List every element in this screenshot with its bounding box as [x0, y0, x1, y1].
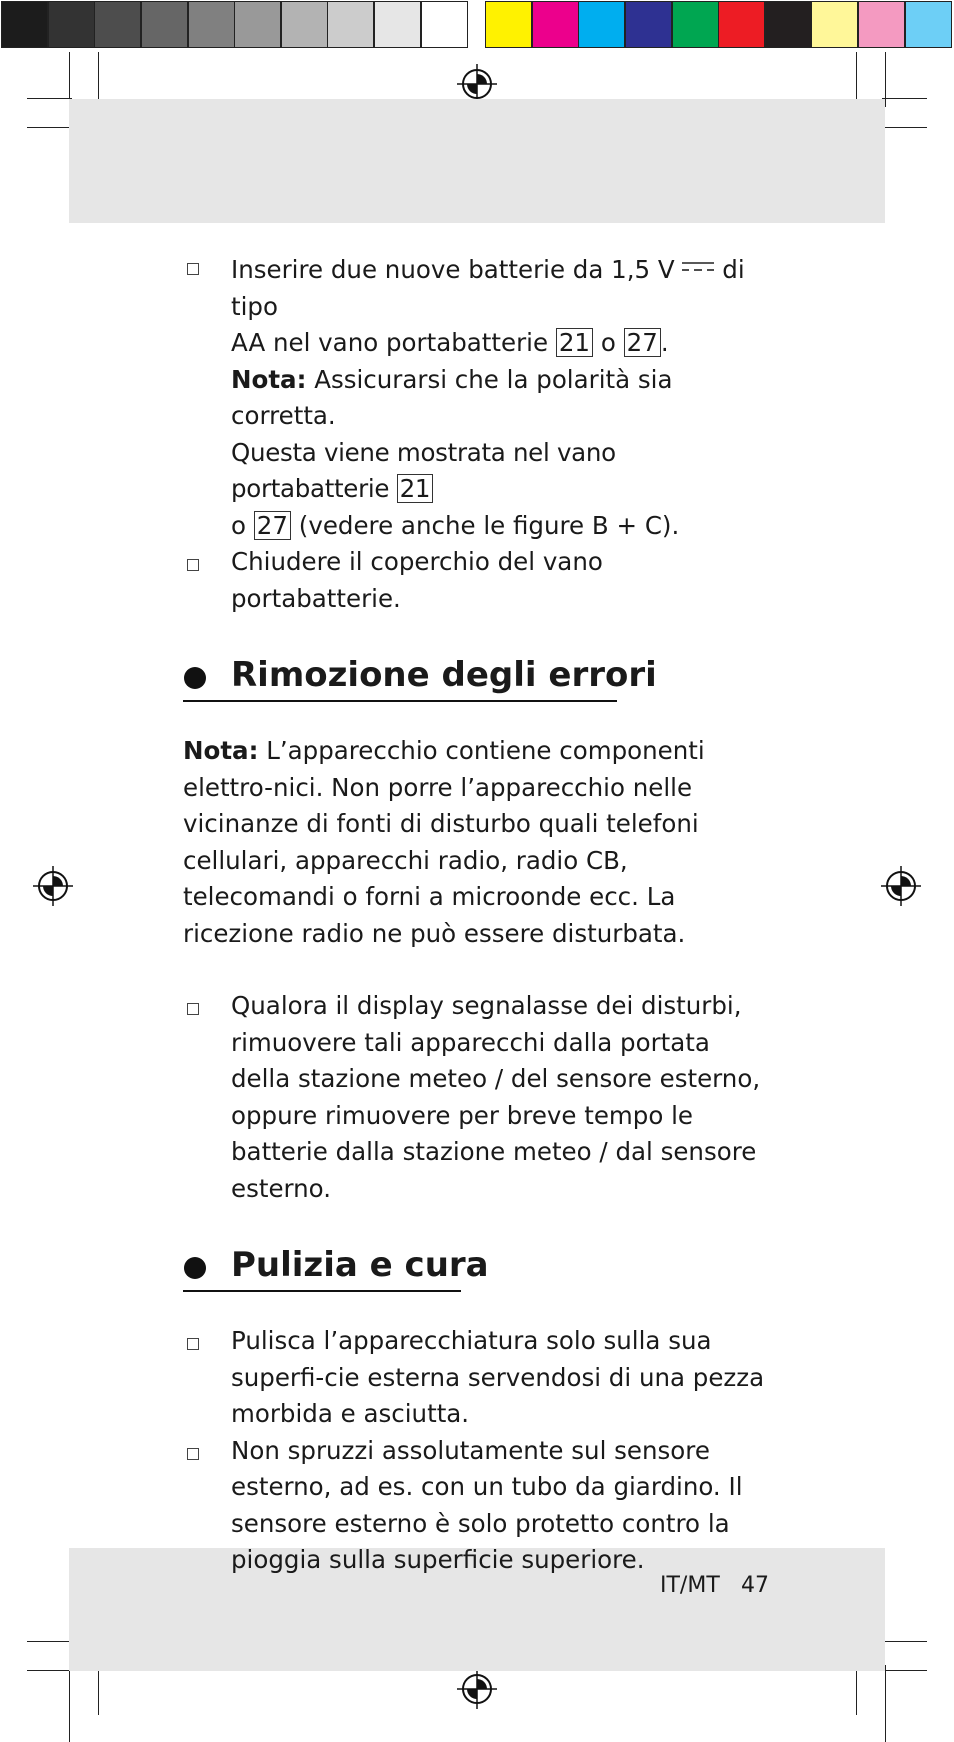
checkbox-bullet-icon: [187, 1448, 199, 1460]
list-item: [183, 544, 773, 617]
color-swatch: [48, 1, 95, 48]
list-item: [183, 1323, 773, 1433]
header-band: [69, 99, 885, 223]
item-line: [231, 435, 773, 508]
color-swatch: [374, 1, 421, 48]
heading-underline: [183, 1290, 461, 1292]
color-swatch: [1, 1, 48, 48]
bullet-dot-icon: [184, 1257, 206, 1279]
language-code: IT/MT: [660, 1573, 720, 1598]
color-swatch: [141, 1, 188, 48]
color-swatch: [905, 1, 952, 48]
note-label: Nota:: [183, 736, 259, 765]
list-item: [183, 1433, 773, 1579]
text: o: [600, 328, 616, 357]
text: Pulisca l’apparecchiatura solo sulla sua superfi-cie esterna servendosi di una pezza morbida e asciutta.: [231, 1326, 765, 1428]
text: o: [231, 510, 246, 540]
figure-ref: 21: [397, 474, 434, 503]
color-calibration-bar: [0, 0, 954, 50]
section-heading: [183, 653, 773, 705]
item-line: [231, 508, 773, 545]
heading-text: Rimozione degli errori: [231, 655, 657, 695]
text: Non spruzzi assolutamente sul sensore esterno, ad es. con un tubo da giardino. Il sensore esterno è solo protetto contro la pioggia sulla superficie superiore.: [231, 1435, 743, 1574]
color-swatch: [578, 1, 625, 48]
list-item: [183, 248, 773, 544]
item-line: [231, 362, 773, 435]
registration-target-icon: [881, 866, 921, 906]
color-swatch: [281, 1, 328, 48]
color-swatch: [672, 1, 719, 48]
text: Questa viene mostrata nel vano portabatterie: [231, 437, 616, 503]
figure-ref: 27: [624, 328, 661, 357]
figure-ref: 27: [254, 511, 291, 540]
note-paragraph: [183, 733, 773, 952]
checkbox-bullet-icon: [187, 263, 199, 275]
figure-ref: 21: [556, 328, 593, 357]
heading-underline: [183, 700, 617, 702]
item-line: [231, 248, 773, 325]
note-label: Nota:: [231, 364, 307, 394]
checkbox-bullet-icon: [187, 1003, 199, 1015]
color-swatch: [765, 1, 812, 48]
color-swatch: [485, 1, 532, 48]
color-swatch: [421, 1, 468, 48]
registration-target-icon: [457, 64, 497, 104]
text: .: [660, 328, 669, 357]
color-swatch: [94, 1, 141, 48]
text: Assicurarsi che la polarità sia corretta.: [231, 364, 673, 430]
list: [183, 1323, 773, 1579]
color-swatch: [532, 1, 579, 48]
color-swatch: [327, 1, 374, 48]
heading-text: Pulizia e cura: [231, 1245, 489, 1285]
item-line: [231, 325, 773, 362]
bullet-dot-icon: [184, 667, 206, 689]
color-swatch: [718, 1, 765, 48]
color-swatch: [811, 1, 858, 48]
text: (vedere anche le figure B + C).: [298, 510, 680, 540]
text: Chiudere il coperchio del vano portabatterie.: [231, 547, 603, 613]
color-swatch: [234, 1, 281, 48]
section-heading: [183, 1243, 773, 1295]
page-number: 47: [741, 1573, 769, 1598]
text: Qualora il display segnalasse dei disturbi, rimuovere tali apparecchi dalla portata della stazione meteo / del sensore esterno, oppure rimuovere per breve tempo le batterie dalla stazione meteo / dal sensore esterno.: [231, 991, 761, 1203]
list-item: [183, 988, 773, 1207]
text: Inserire due nuove batterie da 1,5 V: [231, 255, 675, 284]
text: L’apparecchio contiene componenti elettro-nici. Non porre l’apparecchio nelle vicinanze di fonti di disturbo quali telefoni cellulari, apparecchi radio, radio CB, telecomandi o forni a microonde ecc. La ricezione radio ne può essere disturbata.: [183, 736, 705, 948]
page-content: [183, 248, 773, 1579]
color-swatch: [625, 1, 672, 48]
dc-symbol-icon: [682, 248, 714, 262]
text: di tipo: [231, 255, 745, 321]
text: AA nel vano portabatterie: [231, 328, 549, 357]
registration-target-icon: [33, 866, 73, 906]
checkbox-bullet-icon: [187, 1338, 199, 1350]
registration-target-icon: [457, 1669, 497, 1709]
checkbox-bullet-icon: [187, 559, 199, 571]
color-swatch: [858, 1, 905, 48]
color-swatch: [188, 1, 235, 48]
